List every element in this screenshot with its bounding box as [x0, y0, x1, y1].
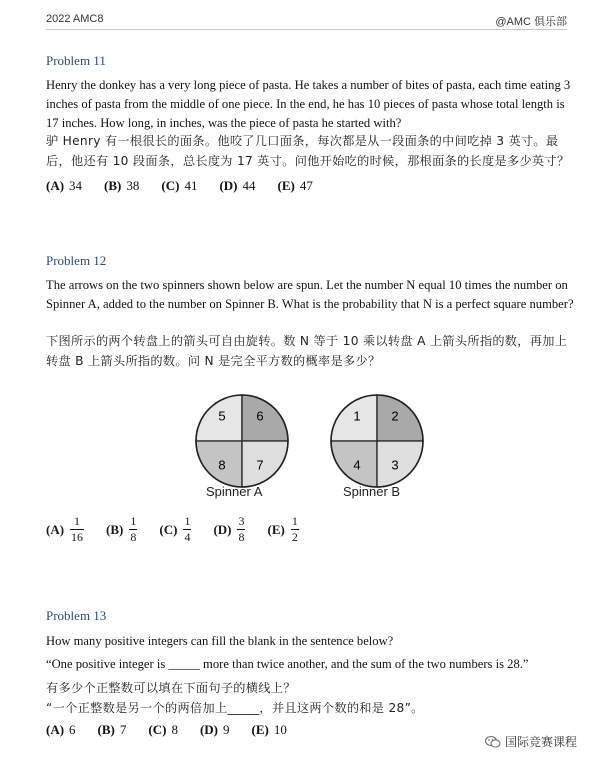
choice: (E) 10	[251, 722, 287, 737]
spinner-a-number: 7	[256, 457, 264, 473]
spinner-b	[329, 393, 425, 489]
spinner-b-number: 4	[353, 457, 361, 473]
choice: (D) 44	[219, 178, 256, 193]
choice: (B) 38	[104, 178, 140, 193]
choice: (A) $\frac{1}{16}$	[46, 514, 84, 544]
page-header	[46, 10, 567, 28]
choice: (C) 8	[148, 722, 178, 737]
problem-13-cn2: “一个正整数是另一个的两倍加上_____，并且这两个数的和是 28”。	[46, 701, 424, 715]
choice: (A) 6	[46, 722, 76, 737]
header-right: @AMC 俱乐部	[495, 16, 567, 28]
choice: (C) $\frac{1}{4}$	[159, 514, 191, 544]
spinner-b-label: Spinner B	[343, 484, 401, 499]
problem-11-cn: 驴 Henry 有一根很长的面条。他咬了几口面条，每次都是从一段面条的中间吃掉 3 英寸。最后，他还有 10 段面条，总长度为 17 英寸。问他开始吃的时候，那根面条的长度是多少英寸？	[46, 134, 570, 168]
spinner-b-number: 2	[391, 408, 399, 424]
spinner-a-number: 8	[218, 457, 226, 473]
spinner-a	[194, 393, 290, 489]
header-left: 2022 AMC8	[46, 13, 104, 25]
problem-12-en: The arrows on the two spinners shown below are spun. Let the number N equal 10 times the number on Spinner A, added to the number on Spinner B. What is the probability that N is a perfect square number?	[46, 278, 574, 311]
spinner-a-number: 5	[218, 408, 226, 424]
header-divider	[46, 29, 567, 30]
problem-11-en: Henry the donkey has a very long piece of pasta. He takes a number of bites of pasta, each time eating 3 inches of pasta from the middle of one piece. In the end, he has 10 pieces of pasta whose total length is 17 inches. How long, in inches, was the piece of pasta he started with?	[46, 78, 571, 130]
choice: (D) 9	[199, 722, 230, 737]
footer-brand	[485, 733, 577, 750]
problem-13-quote: “One positive integer is _____ more than twice another, and the sum of the two numbers is 28.”	[46, 657, 529, 671]
problem-13-title: Problem 13	[46, 608, 107, 623]
spinner-b-number: 3	[391, 457, 399, 473]
problem-13-cn1: 有多少个正整数可以填在下面句子的横线上？	[46, 681, 296, 695]
problem-12-cn: 下图所示的两个转盘上的箭头可自由旋转。数 N 等于 10 乘以转盘 A 上箭头所指的数，再加上转盘 B 上箭头所指的数。问 N 是完全平方数的概率是多少？	[46, 334, 568, 368]
footer-brand-text: 国际竞赛课程	[504, 735, 577, 749]
choice: (B) 7	[97, 722, 127, 737]
problem-12-choices	[46, 515, 321, 544]
wechat-icon	[485, 735, 501, 749]
choice: (E) 47	[277, 178, 313, 193]
problem-11-title: Problem 11	[46, 53, 106, 68]
problem-11-choices	[46, 178, 335, 194]
spinner-b-number: 1	[353, 408, 361, 424]
problem-13-choices	[46, 722, 309, 738]
problem-13-en: How many positive integers can fill the blank in the sentence below?	[46, 634, 394, 648]
choice: (A) 34	[46, 178, 83, 193]
spinner-a-label: Spinner A	[206, 484, 263, 499]
spinner-a-number: 6	[256, 408, 264, 424]
problem-12-title: Problem 12	[46, 253, 107, 268]
choice: (C) 41	[161, 178, 198, 193]
choice: (D) $\frac{3}{8}$	[213, 514, 245, 544]
choice: (E) $\frac{1}{2}$	[267, 514, 298, 544]
choice: (B) $\frac{1}{8}$	[106, 514, 137, 544]
